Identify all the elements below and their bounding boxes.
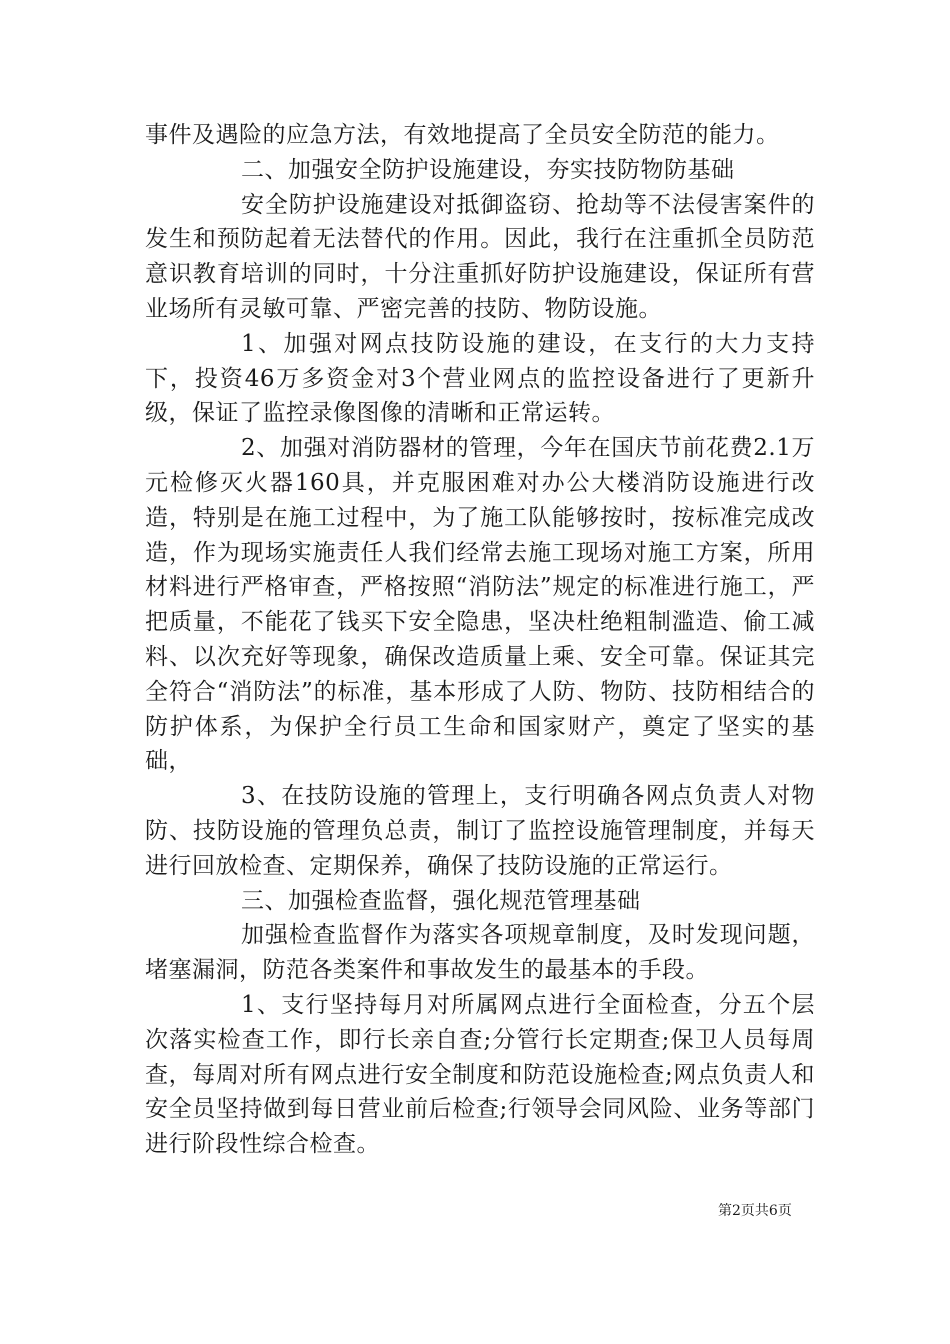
paragraph-item-1-monitoring: 1、加强对网点技防设施的建设，在支行的大力支持下，投资46万多资金对3个营业网点的监控设备进行了更新升级，保证了监控录像图像的清晰和正常运转。 [145, 330, 815, 427]
document-body [145, 118, 815, 1162]
page-number-footer: 第2页共6页 [718, 1203, 792, 1219]
paragraph-inspection-intro: 加强检查监督作为落实各项规章制度，及时发现问题，堵塞漏洞，防范各类案件和事故发生的最基本的手段。 [145, 922, 815, 984]
paragraph-continuation: 事件及遇险的应急方法，有效地提高了全员安全防范的能力。 [145, 122, 780, 148]
paragraph-security-facilities-intro: 安全防护设施建设对抵御盗窃、抢劫等不法侵害案件的发生和预防起着无法替代的作用。因此，我行在注重抓全员防范意识教育培训的同时，十分注重抓好防护设施建设，保证所有营业场所有灵敏可靠、严密完善的技防、物防设施。 [145, 191, 815, 322]
paragraph-item-3-facility-management: 3、在技防设施的管理上，支行明确各网点负责人对物防、技防设施的管理负总责，制订了监控设施管理制度，并每天进行回放检查、定期保养，确保了技防设施的正常运行。 [145, 783, 815, 879]
section-heading-3: 三、加强检查监督，强化规范管理基础 [241, 887, 641, 914]
section-heading-2: 二、加强安全防护设施建设，夯实技防物防基础 [241, 156, 735, 183]
paragraph-item-1-monthly-inspection: 1、支行坚持每月对所属网点进行全面检查，分五个层次落实检查工作，即行长亲自查;分管行长定期查;保卫人员每周查，每周对所有网点进行安全制度和防范设施检查;网点负责人和安全员坚持做到每日营业前后检查;行领导会同风险、业务等部门进行阶段性综合检查。 [145, 991, 815, 1158]
paragraph-item-2-fire-equipment: 2、加强对消防器材的管理，今年在国庆节前花费2.1万元检修灭火器160具，并克服困难对办公大楼消防设施进行改造，特别是在施工过程中，为了施工队能够按时，按标准完成改造，作为现场实施责任人我们经常去施工现场对施工方案，所用材料进行严格审查，严格按照“消防法”规定的标准进行施工，严把质量，不能花了钱买下安全隐患，坚决杜绝粗制滥造、偷工减料、以次充好等现象，确保改造质量上乘、安全可靠。保证其完全符合“消防法”的标准，基本形成了人防、物防、技防相结合的防护体系，为保护全行员工生命和国家财产，奠定了坚实的基础， [145, 435, 815, 775]
